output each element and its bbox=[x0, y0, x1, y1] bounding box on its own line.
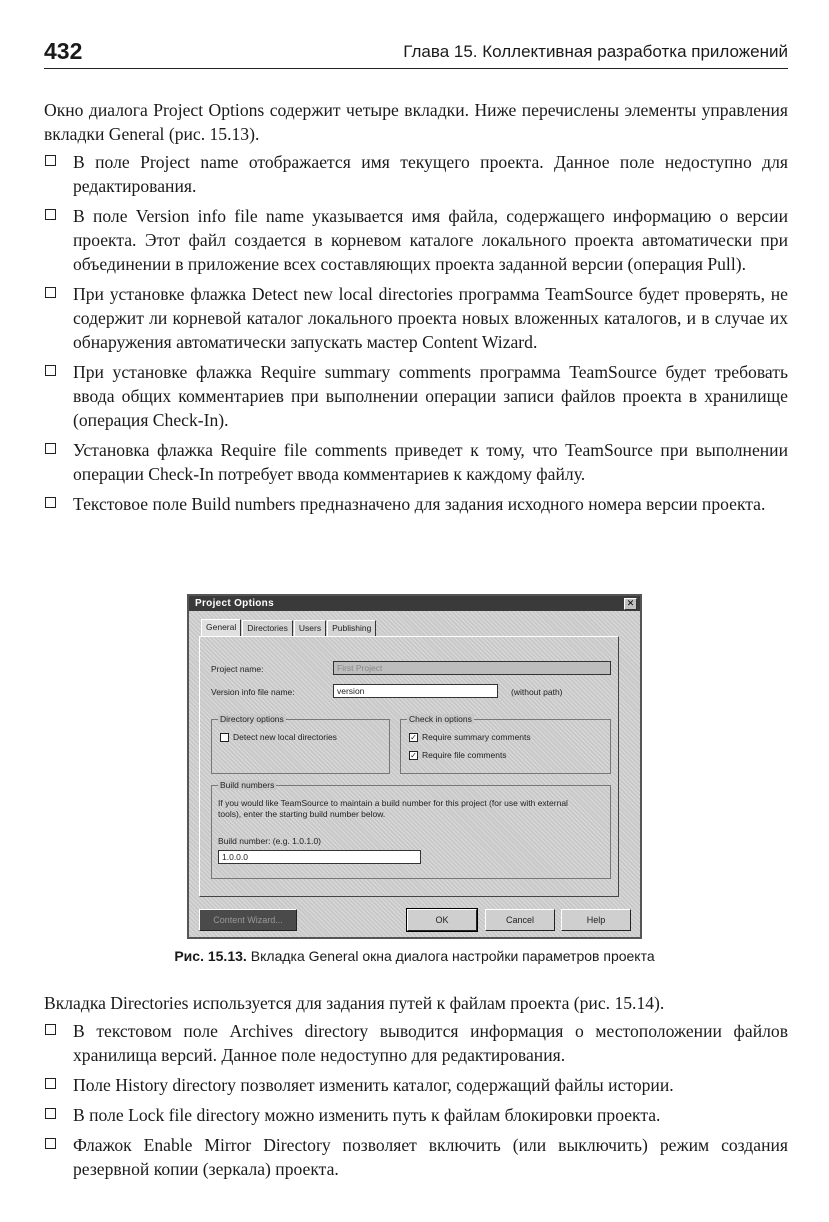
list-item: При установке флажка Detect new local directories программа TeamSource будет проверять, не содержит ли корневой каталог локального проекта новых вложенных каталогов, и в случае их обнаружения автоматически запускать мастер Content Wizard. bbox=[44, 282, 788, 354]
list-item: При установке флажка Require summary comments программа TeamSource будет требовать ввода общих комментариев при выполнении операции записи файлов проекта в хранилище (операция Check-In). bbox=[44, 360, 788, 432]
project-options-dialog bbox=[187, 594, 642, 939]
checkin-options-title: Check in options bbox=[409, 714, 472, 724]
summary-comments-label: Require summary comments bbox=[422, 732, 531, 742]
build-numbers-group bbox=[211, 780, 611, 879]
tab-directories[interactable]: Directories bbox=[242, 620, 293, 636]
close-icon[interactable]: ✕ bbox=[624, 598, 637, 610]
checkbox-bullet-icon bbox=[45, 155, 56, 166]
dialog-tabs bbox=[201, 620, 377, 636]
checkin-options-group bbox=[400, 714, 611, 774]
content-wizard-button[interactable]: Content Wizard... bbox=[199, 909, 297, 931]
checkbox-bullet-icon bbox=[45, 1108, 56, 1119]
cancel-button[interactable]: Cancel bbox=[485, 909, 555, 931]
top-text bbox=[44, 98, 788, 522]
detect-dirs-checkbox[interactable] bbox=[220, 733, 229, 742]
tab-general[interactable]: General bbox=[201, 619, 241, 637]
directory-options-title: Directory options bbox=[220, 714, 284, 724]
checkbox-bullet-icon bbox=[45, 209, 56, 220]
general-bullet-list bbox=[44, 150, 788, 516]
help-button[interactable]: Help bbox=[561, 909, 631, 931]
version-field[interactable]: version bbox=[333, 684, 498, 698]
checkbox-bullet-icon bbox=[45, 1138, 56, 1149]
general-panel bbox=[199, 636, 619, 897]
build-numbers-title: Build numbers bbox=[220, 780, 275, 790]
checkbox-bullet-icon bbox=[45, 365, 56, 376]
file-comments-checkbox[interactable]: ✓ bbox=[410, 751, 417, 760]
ok-button[interactable]: OK bbox=[407, 909, 477, 931]
bottom-text bbox=[44, 991, 788, 1187]
tab-publishing[interactable]: Publishing bbox=[327, 620, 376, 636]
list-item: Поле History directory позволяет изменить каталог, содержащий файлы истории. bbox=[44, 1073, 788, 1097]
checkbox-bullet-icon bbox=[45, 287, 56, 298]
checkbox-bullet-icon bbox=[45, 1078, 56, 1089]
dialog-titlebar bbox=[189, 596, 640, 611]
running-title: Глава 15. Коллективная разработка приложений bbox=[403, 42, 788, 61]
list-item: В текстовом поле Archives directory выводится информация о местоположении файлов хранилища версий. Данное поле недоступно для редактирования. bbox=[44, 1019, 788, 1067]
build-number-field[interactable]: 1.0.0.0 bbox=[218, 850, 421, 864]
directory-options-group bbox=[211, 714, 390, 774]
list-item: В поле Project name отображается имя текущего проекта. Данное поле недоступно для редактирования. bbox=[44, 150, 788, 198]
directories-paragraph: Вкладка Directories используется для задания путей к файлам проекта (рис. 15.14). bbox=[44, 993, 665, 1013]
page-number: 432 bbox=[44, 38, 83, 64]
list-item: Текстовое поле Build numbers предназначено для задания исходного номера версии проекта. bbox=[44, 492, 788, 516]
project-name-field[interactable]: First Project bbox=[333, 661, 611, 675]
list-item: Флажок Enable Mirror Directory позволяет включить (или выключить) режим создания резервной копии (зеркала) проекта. bbox=[44, 1133, 788, 1181]
summary-comments-checkbox[interactable]: ✓ bbox=[410, 733, 417, 742]
intro-paragraph: Окно диалога Project Options содержит четыре вкладки. Ниже перечислены элементы управления вкладки General (рис. 15.13). bbox=[44, 100, 788, 144]
build-number-label: Build number: (e.g. 1.0.1.0) bbox=[218, 836, 322, 846]
build-info-text: If you would like TeamSource to maintain a build number for this project (for use with external tools), enter the starting build number below. bbox=[218, 798, 568, 819]
checkbox-bullet-icon bbox=[45, 497, 56, 508]
version-note: (without path) bbox=[511, 687, 563, 697]
file-comments-label: Require file comments bbox=[422, 750, 507, 760]
tab-users[interactable]: Users bbox=[294, 620, 326, 636]
figure-caption bbox=[0, 948, 829, 964]
checkbox-bullet-icon bbox=[45, 1024, 56, 1035]
caption-number: Рис. 15.13. bbox=[174, 948, 247, 964]
page-header bbox=[44, 38, 788, 69]
checkbox-bullet-icon bbox=[45, 443, 56, 454]
directories-bullet-list bbox=[44, 1019, 788, 1181]
dialog-title: Project Options bbox=[195, 598, 274, 609]
list-item: Установка флажка Require file comments приведет к тому, что TeamSource при выполнении операции Check-In потребует ввода комментариев к каждому файлу. bbox=[44, 438, 788, 486]
detect-dirs-label: Detect new local directories bbox=[233, 732, 337, 742]
list-item: В поле Version info file name указывается имя файла, содержащего информацию о версии проекта. Этот файл создается в корневом каталоге локального проекта автоматически при объединении в приложение всех составляющих проекта заданной версии (операция Pull). bbox=[44, 204, 788, 276]
list-item: В поле Lock file directory можно изменить путь к файлам блокировки проекта. bbox=[44, 1103, 788, 1127]
caption-text: Вкладка General окна диалога настройки параметров проекта bbox=[250, 948, 655, 964]
version-label: Version info file name: bbox=[211, 687, 295, 697]
project-name-label: Project name: bbox=[211, 664, 264, 674]
